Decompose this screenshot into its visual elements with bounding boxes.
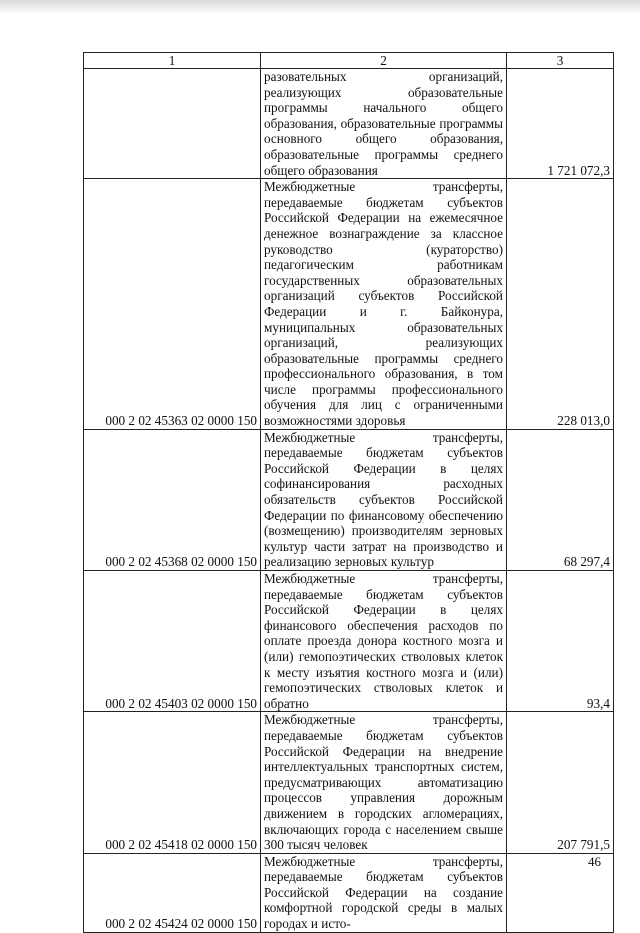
table-row <box>84 571 614 712</box>
row-description: Межбюджетные трансферты, передаваемые бюджетам субъектов Российской Федерации в целях финансового обеспечения расходов по оплате проезда донора костного мозга и (или) гемопоэтических стволовых клеток к месту изъятия костного мозга и (или) гемопоэтических стволовых клеток и обратно <box>261 571 507 712</box>
row-description: Межбюджетные трансферты, передаваемые бюджетам субъектов Российской Федерации на создание комфортной городской среды в малых городах и исто- <box>261 853 507 932</box>
header-col-3: 3 <box>507 53 614 69</box>
page-number: 46 <box>588 854 601 869</box>
row-amount: 68 297,4 <box>507 429 614 570</box>
row-amount: 207 791,5 <box>507 712 614 853</box>
header-col-2: 2 <box>261 53 507 69</box>
row-amount: 93,4 <box>507 571 614 712</box>
row-code: 000 2 02 45363 02 0000 150 <box>84 179 261 430</box>
row-code: 000 2 02 45424 02 0000 150 <box>84 853 261 932</box>
row-description: Межбюджетные трансферты, передаваемые бюджетам субъектов Российской Федерации на ежемесячное денежное вознаграждение за классное руководство (кураторство) педагогическим работникам государственных образовательных организаций субъектов Российской Федерации и г. Байконура, муниципальных образовательных организаций, реализующих образовательные программы среднего профессионального образования, в том числе программы профессионального обучения для лиц с ограниченными возможностями здоровья <box>261 179 507 430</box>
row-amount: 228 013,0 <box>507 179 614 430</box>
row-description: Межбюджетные трансферты, передаваемые бюджетам субъектов Российской Федерации в целях софинансирования расходных обязательств субъектов Российской Федерации по финансовому обеспечению (возмещению) производителям зерновых культур части затрат на производство и реализацию зерновых культур <box>261 429 507 570</box>
row-code: 000 2 02 45418 02 0000 150 <box>84 712 261 853</box>
table-row <box>84 179 614 430</box>
table-row <box>84 853 614 932</box>
row-description: разовательных организаций, реализующих образовательные программы начального общего образования, образовательные программы основного общего образования, образовательные программы среднего общего образования <box>261 69 507 179</box>
row-code: 000 2 02 45368 02 0000 150 <box>84 429 261 570</box>
budget-table <box>83 52 614 933</box>
row-code: 000 2 02 45403 02 0000 150 <box>84 571 261 712</box>
row-code <box>84 69 261 179</box>
table-row <box>84 69 614 179</box>
row-description: Межбюджетные трансферты, передаваемые бюджетам субъектов Российской Федерации на внедрение интеллектуальных транспортных систем, предусматривающих автоматизацию процессов управления дорожным движением в городских агломерациях, включающих города с населением свыше 300 тысяч человек <box>261 712 507 853</box>
table-header-row <box>84 53 614 69</box>
scan-shadow <box>0 0 640 14</box>
row-amount: 1 721 072,3 <box>507 69 614 179</box>
table-row <box>84 429 614 570</box>
header-col-1: 1 <box>84 53 261 69</box>
table-row <box>84 712 614 853</box>
